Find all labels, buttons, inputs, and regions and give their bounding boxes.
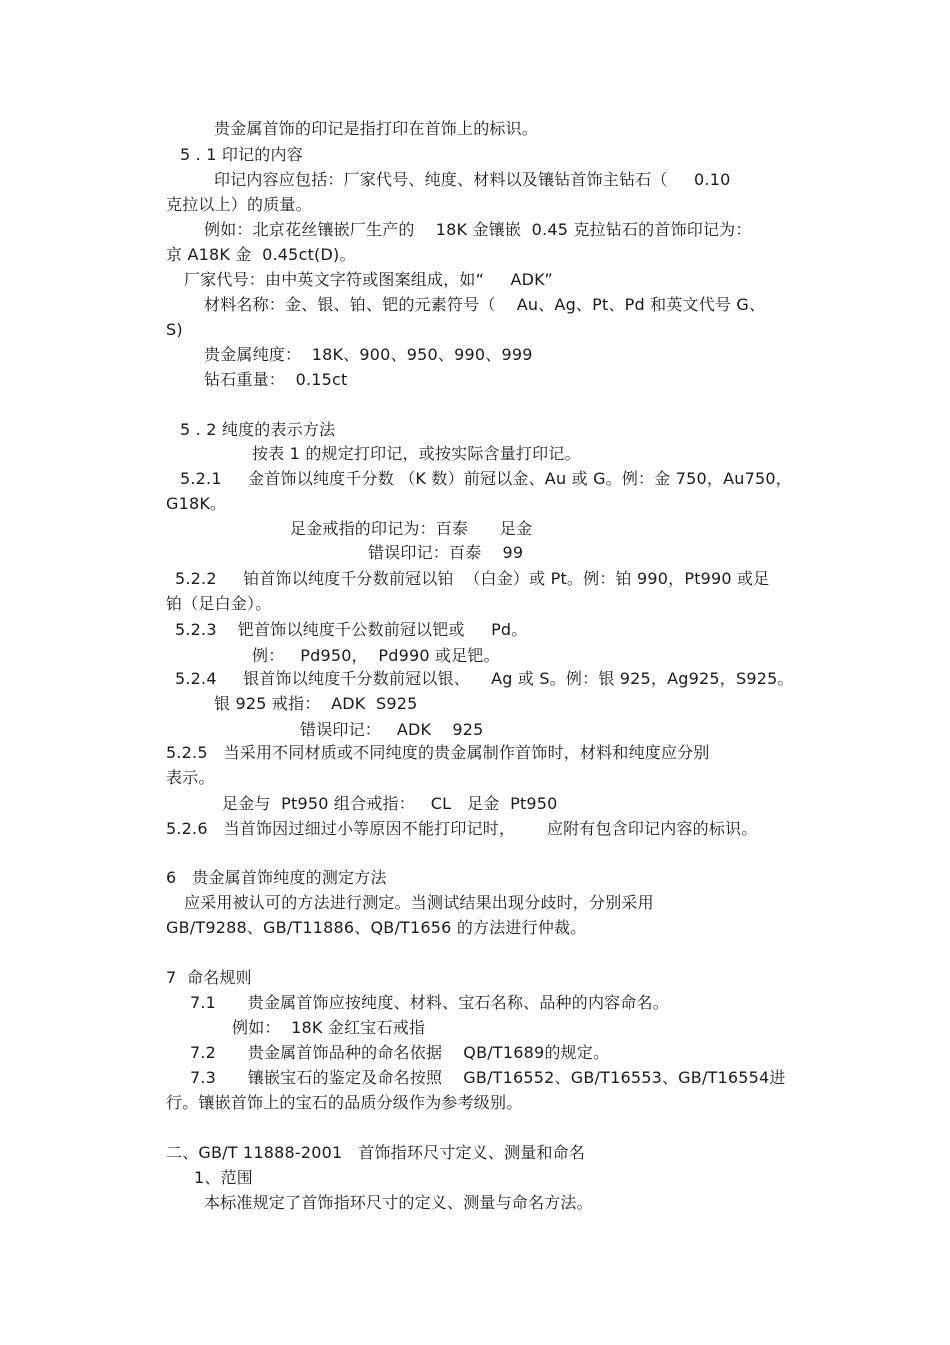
paragraph-line: 钻石重量： 0.15ct bbox=[204, 370, 348, 389]
paragraph-line: 5.2.3 钯首饰以纯度千公数前冠以钯或 Pd。 bbox=[175, 620, 528, 639]
paragraph-line: 例如：北京花丝镶嵌厂生产的 18K 金镶嵌 0.45 克拉钻石的首饰印记为： bbox=[204, 220, 752, 239]
paragraph-line: 按表 1 的规定打印记，或按实际含量打印记。 bbox=[252, 444, 581, 463]
paragraph-line: 材料名称：金、银、铂、钯的元素符号（ Au、Ag、Pt、Pd 和英文代号 G、 bbox=[204, 295, 766, 314]
section-heading: 1、范围 bbox=[194, 1168, 253, 1187]
paragraph-line: 足金与 Pt950 组合戒指： CL 足金 Pt950 bbox=[222, 794, 558, 813]
paragraph-line: S) bbox=[166, 320, 183, 339]
paragraph-line: 银 925 戒指： ADK S925 bbox=[214, 694, 418, 713]
paragraph-line: 例： Pd950， Pd990 或足钯。 bbox=[252, 646, 500, 665]
paragraph-line: 5.2.1 金首饰以纯度千分数 （K 数）前冠以金、Au 或 G。例：金 750，Au750， bbox=[180, 469, 792, 488]
paragraph-line: 厂家代号：由中英文字符或图案组成，如“ ADK” bbox=[184, 270, 553, 289]
paragraph-line: 错误印记：百泰 99 bbox=[368, 543, 524, 562]
paragraph-line: 7.1 贵金属首饰应按纯度、材料、宝石名称、品种的内容命名。 bbox=[190, 993, 669, 1012]
paragraph-line: 贵金属纯度： 18K、900、950、990、999 bbox=[204, 345, 533, 364]
paragraph-line: 铂（足白金）。 bbox=[166, 594, 272, 613]
paragraph-line: G18K。 bbox=[166, 494, 227, 513]
paragraph-line: 克拉以上）的质量。 bbox=[166, 195, 312, 214]
section-heading: 7 命名规则 bbox=[166, 968, 252, 987]
section-heading: 6 贵金属首饰纯度的测定方法 bbox=[166, 868, 387, 887]
paragraph-line: 表示。 bbox=[166, 768, 215, 787]
paragraph-line: 7.2 贵金属首饰品种的命名依据 QB/T1689的规定。 bbox=[190, 1043, 610, 1062]
paragraph-line: 京 A18K 金 0.45ct(D)。 bbox=[166, 245, 356, 264]
section-heading: 二、GB/T 11888-2001 首饰指环尺寸定义、测量和命名 bbox=[166, 1143, 586, 1162]
paragraph-line: 5.2.4 银首饰以纯度千分数前冠以银、 Ag 或 S。例：银 925，Ag925，S925。 bbox=[175, 669, 794, 688]
section-heading: 5 . 2 纯度的表示方法 bbox=[180, 420, 336, 439]
section-heading: 5 . 1 印记的内容 bbox=[180, 145, 303, 164]
paragraph-line: 5.2.6 当首饰因过细过小等原因不能打印记时， 应附有包含印记内容的标识。 bbox=[166, 819, 758, 838]
paragraph-line: 行。镶嵌首饰上的宝石的品质分级作为参考级别。 bbox=[166, 1093, 523, 1112]
paragraph-line: 7.3 镶嵌宝石的鉴定及命名按照 GB/T16552、GB/T16553、GB/T16554进 bbox=[190, 1068, 786, 1087]
paragraph-line: 5.2.2 铂首饰以纯度千分数前冠以铂 （白金）或 Pt。例：铂 990，Pt990 或足 bbox=[175, 569, 770, 588]
paragraph-line: 例如： 18K 金红宝石戒指 bbox=[232, 1018, 426, 1037]
paragraph-line: 错误印记： ADK 925 bbox=[300, 720, 484, 739]
paragraph-line: GB/T9288、GB/T11886、QB/T1656 的方法进行仲裁。 bbox=[166, 918, 587, 937]
paragraph-line: 本标准规定了首饰指环尺寸的定义、测量与命名方法。 bbox=[204, 1193, 593, 1212]
paragraph-line: 应采用被认可的方法进行测定。当测试结果出现分歧时，分别采用 bbox=[184, 893, 654, 912]
paragraph-line: 5.2.5 当采用不同材质或不同纯度的贵金属制作首饰时，材料和纯度应分别 bbox=[166, 743, 710, 762]
paragraph-line: 足金戒指的印记为：百泰 足金 bbox=[290, 519, 533, 538]
paragraph-line: 印记内容应包括：厂家代号、纯度、材料以及镶钻首饰主钻石（ 0.10 bbox=[214, 170, 731, 189]
paragraph-line: 贵金属首饰的印记是指打印在首饰上的标识。 bbox=[214, 119, 539, 138]
